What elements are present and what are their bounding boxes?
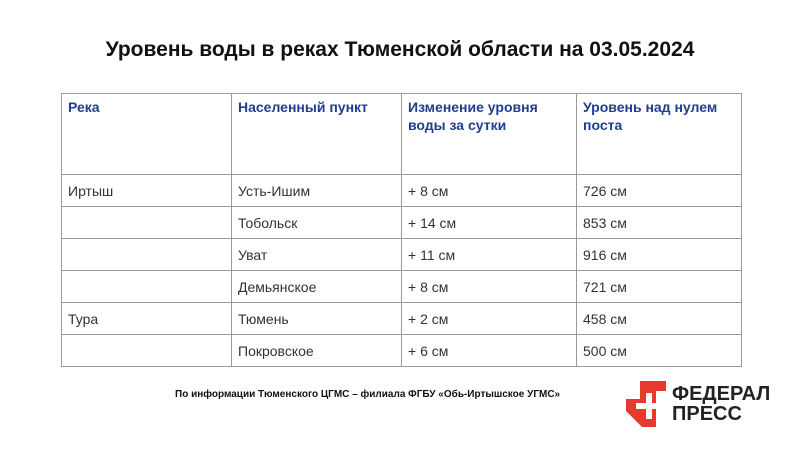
cell-level: 458 см xyxy=(577,303,742,335)
cell-settlement: Усть-Ишим xyxy=(232,175,402,207)
cell-change: + 11 см xyxy=(402,239,577,271)
table-row xyxy=(62,207,742,239)
water-level-table xyxy=(61,93,742,367)
header-daily-change: Изменение уровня воды за сутки xyxy=(402,94,577,175)
table-row xyxy=(62,303,742,335)
cell-river: Иртыш xyxy=(62,175,232,207)
header-level-above-zero: Уровень над нулем поста xyxy=(577,94,742,175)
cell-change: + 2 см xyxy=(402,303,577,335)
cell-settlement: Уват xyxy=(232,239,402,271)
cell-river xyxy=(62,239,232,271)
table-header-row xyxy=(62,94,742,175)
cell-river xyxy=(62,271,232,303)
cell-level: 500 см xyxy=(577,335,742,367)
header-settlement: Населенный пункт xyxy=(232,94,402,175)
cell-river xyxy=(62,207,232,239)
logo-wordmark xyxy=(672,384,770,424)
cell-change: + 8 см xyxy=(402,175,577,207)
table-row xyxy=(62,239,742,271)
cell-level: 916 см xyxy=(577,239,742,271)
cell-change: + 8 см xyxy=(402,271,577,303)
cell-settlement: Демьянское xyxy=(232,271,402,303)
cell-river: Тура xyxy=(62,303,232,335)
cell-level: 726 см xyxy=(577,175,742,207)
cell-settlement: Покровское xyxy=(232,335,402,367)
cell-level: 721 см xyxy=(577,271,742,303)
table-row xyxy=(62,271,742,303)
cell-settlement: Тюмень xyxy=(232,303,402,335)
source-note: По информации Тюменского ЦГМС – филиала ФГБУ «Обь-Иртышское УГМС» xyxy=(175,389,561,400)
table-row xyxy=(62,335,742,367)
logo-line-2: ПРЕСС xyxy=(672,403,742,425)
cell-settlement: Тобольск xyxy=(232,207,402,239)
table-row xyxy=(62,175,742,207)
federalpress-logo xyxy=(626,381,770,427)
cell-change: + 14 см xyxy=(402,207,577,239)
cell-level: 853 см xyxy=(577,207,742,239)
cell-change: + 6 см xyxy=(402,335,577,367)
header-river: Река xyxy=(62,94,232,175)
page-title: Уровень воды в реках Тюменской области на 03.05.2024 xyxy=(105,38,695,61)
federalpress-logo-icon xyxy=(626,381,666,427)
cell-river xyxy=(62,335,232,367)
logo-line-1: ФЕДЕРАЛ xyxy=(672,383,771,405)
